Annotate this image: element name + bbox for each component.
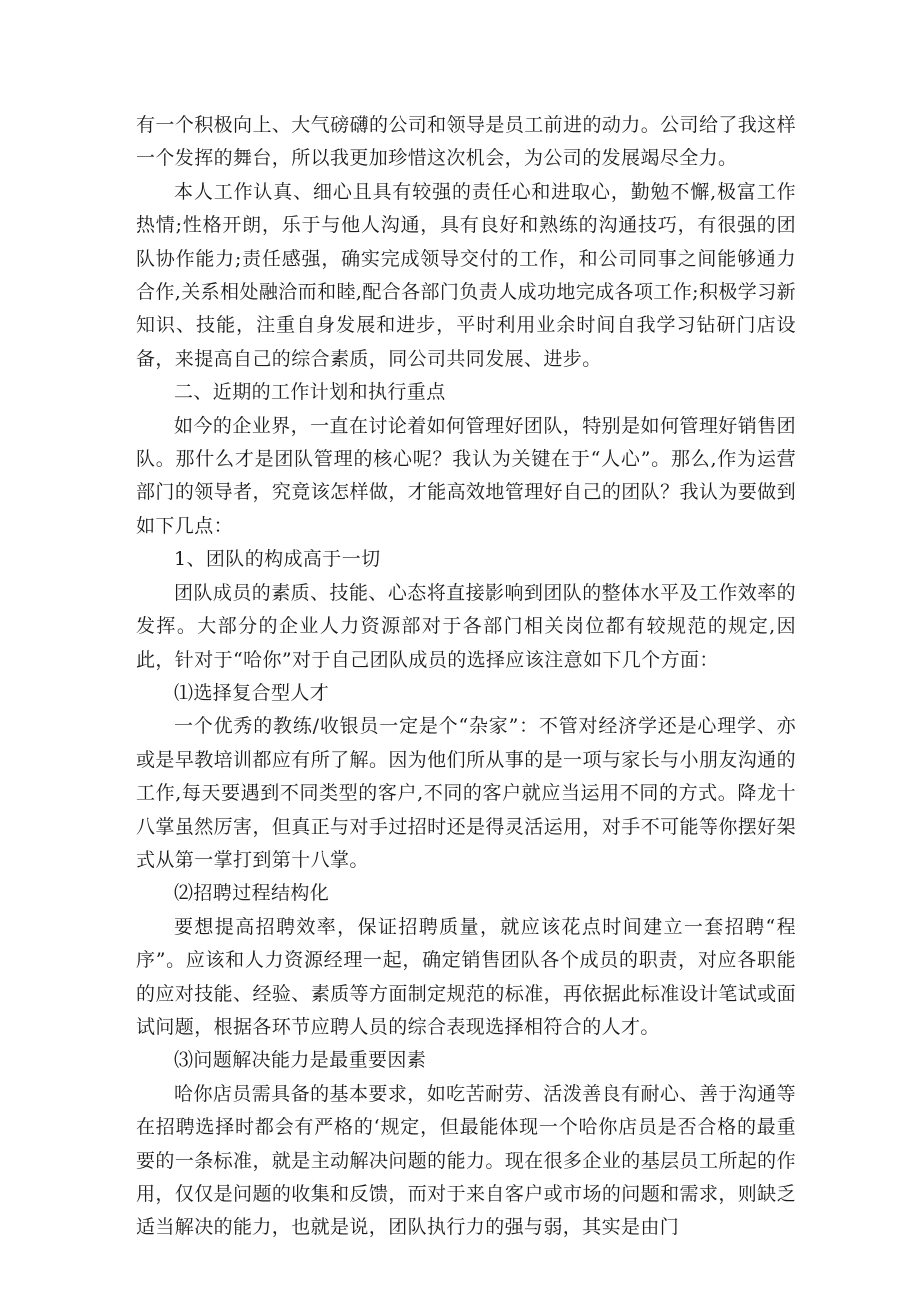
subheading-problem-solving: ⑶问题解决能力是最重要因素 xyxy=(174,1049,427,1072)
paragraph-composite-talent: 一个优秀的教练/收银员一定是个“杂家”：不管对经济学还是心理学、亦或是早教培训都应有所了解。因为他们所从事的是一项与家长与小朋友沟通的工作,每天要遇到不同类型的客户,不同的客户就应当运用不同的方式。降龙十八掌虽然厉害，但真正与对手过招时还是得灵活运用，对手不可能等你摆好架式从第一掌打到第十八掌。 xyxy=(136,715,796,871)
paragraph-structured-recruiting: 要想提高招聘效率，保证招聘质量，就应该花点时间建立一套招聘“程序”。应该和人力资源经理一起，确定销售团队各个成员的职责，对应各职能的应对技能、经验、素质等方面制定规范的标准，再依据此标准设计笔试或面试问题，根据各环节应聘人员的综合表现选择相符合的人才。 xyxy=(136,915,796,1038)
paragraph-team-composition: 团队成员的素质、技能、心态将直接影响到团队的整体水平及工作效率的发挥。大部分的企业人力资源部对于各部门相关岗位都有较规范的规定,因此，针对于“哈你”对于自己团队成员的选择应该注意如下几个方面： xyxy=(136,581,796,671)
subheading-team-composition: 1、团队的构成高于一切 xyxy=(174,548,381,571)
section-heading-work-plan: 二、近期的工作计划和执行重点 xyxy=(174,381,446,404)
paragraph-problem-solving: 哈你店员需具备的基本要求，如吃苦耐劳、活泼善良有耐心、善于沟通等在招聘选择时都会有严格的‘规定，但最能体现一个哈你店员是否合格的最重要的一条标准，就是主动解决问题的能力。现在很多企业的基层员工所起的作用，仅仅是问题的收集和反馈，而对于来自客户或市场的问题和需求，则缺乏适当解决的能力，也就是说，团队执行力的强与弱，其实是由门 xyxy=(136,1082,796,1239)
paragraph-continuation: 有一个积极向上、大气磅礴的公司和领导是员工前进的动力。公司给了我这样一个发挥的舞台，所以我更加珍惜这次机会，为公司的发展竭尽全力。 xyxy=(136,114,796,170)
document-body xyxy=(136,109,796,1245)
paragraph-team-management-intro: 如今的企业界，一直在讨论着如何管理好团队，特别是如何管理好销售团队。那什么才是团队管理的核心呢？我认为关键在于“人心”。那么,作为运营部门的领导者，究竟该怎样做，才能高效地管理好自己的团队？我认为要做到如下几点： xyxy=(136,414,796,537)
subheading-structured-recruiting: ⑵招聘过程结构化 xyxy=(174,882,330,905)
paragraph-self-evaluation: 本人工作认真、细心且具有较强的责任心和进取心，勤勉不懈,极富工作热情;性格开朗，乐于与他人沟通，具有良好和熟练的沟通技巧，有很强的团队协作能力;责任感强，确实完成领导交付的工作，和公司同事之间能够通力合作,关系相处融洽而和睦,配合各部门负责人成功地完成各项工作;积极学习新知识、技能，注重自身发展和进步，平时利用业余时间自我学习钻研门店设备，来提高自己的综合素质，同公司共同发展、进步。 xyxy=(136,180,796,370)
subheading-composite-talent: ⑴选择复合型人才 xyxy=(174,681,330,704)
